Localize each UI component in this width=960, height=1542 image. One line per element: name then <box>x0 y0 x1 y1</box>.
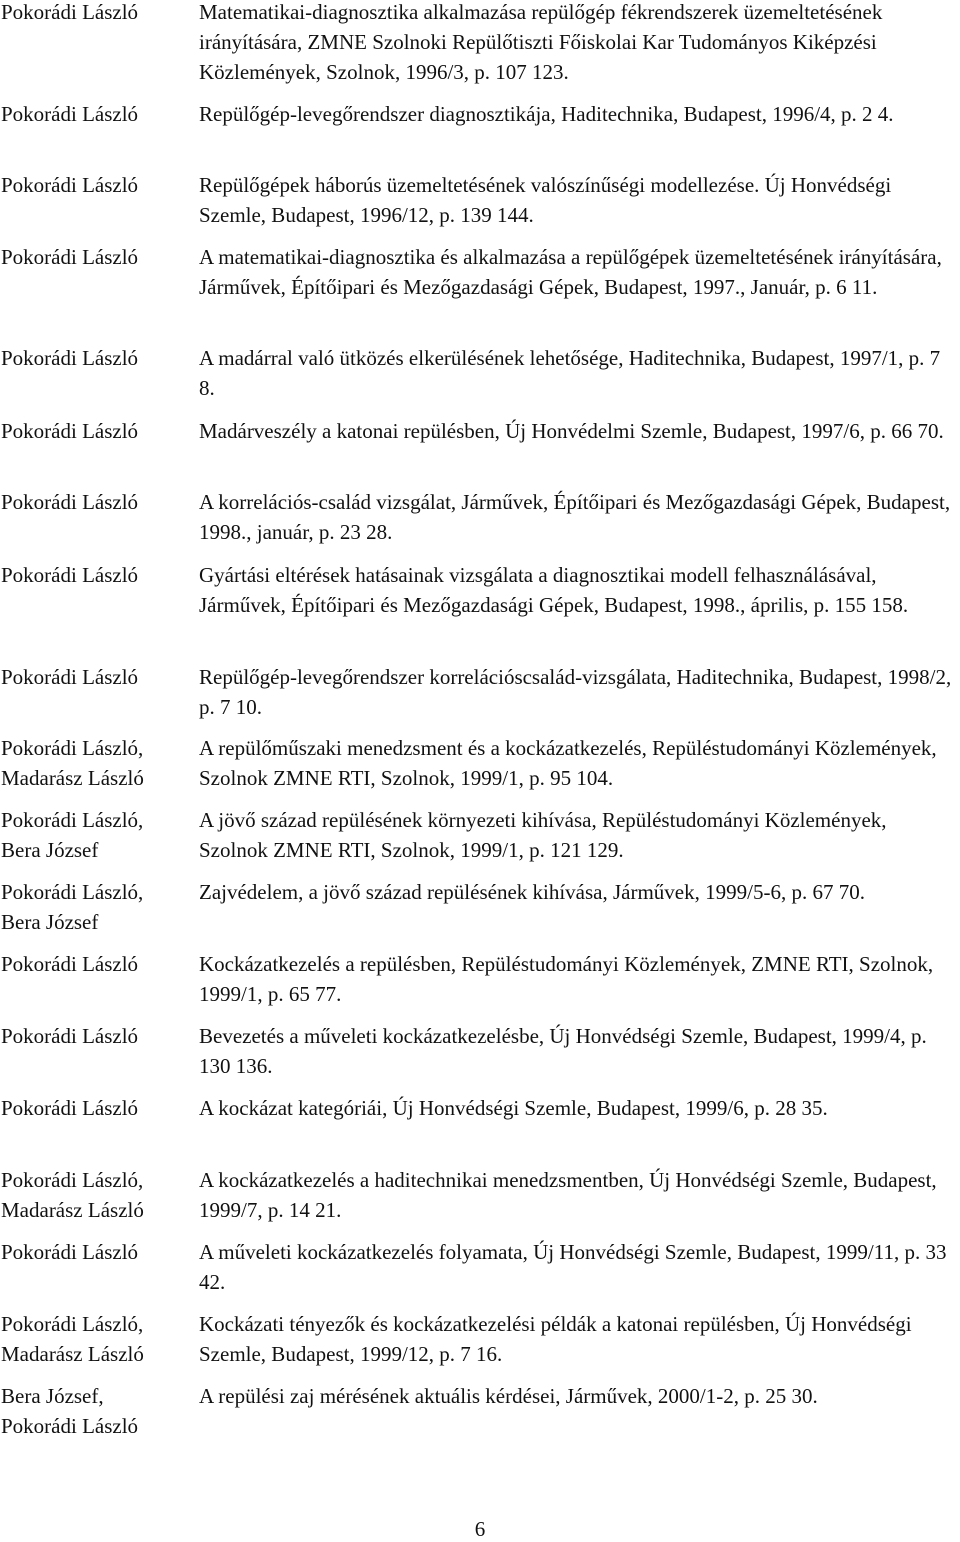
entry-authors <box>1 0 186 27</box>
entry-authors <box>1 662 186 692</box>
entry-authors <box>1 170 186 200</box>
author-line: Bera József <box>1 910 99 934</box>
author-line: Madarász László <box>1 1198 144 1222</box>
entry-authors <box>1 1381 186 1441</box>
entry-authors <box>1 805 186 865</box>
entry-citation: A repülési zaj mérésének aktuális kérdései, Járművek, 2000/1-2, p. 25 30. <box>199 1384 818 1408</box>
entry-citation: A korrelációs-család vizsgálat, Járművek, Építőipari és Mezőgazdasági Gépek, Budapest, 1998., január, p. 23 28. <box>199 490 951 544</box>
author-line: Madarász László <box>1 766 144 790</box>
entry-authors <box>1 1093 186 1123</box>
author-line: Pokorádi László <box>1 102 139 126</box>
author-line: Pokorádi László <box>1 1414 139 1438</box>
entry-citation: A kockázat kategóriái, Új Honvédségi Szemle, Budapest, 1999/6, p. 28 35. <box>199 1096 828 1120</box>
author-line: Pokorádi László <box>1 0 139 24</box>
author-line: Pokorádi László <box>1 419 139 443</box>
entry-citation: Gyártási eltérések hatásainak vizsgálata a diagnosztikai modell felhasználásával, Járművek, Építőipari és Mezőgazdasági Gépek, Budapest, 1998., április, p. 155 158. <box>199 563 909 617</box>
entry-authors <box>1 1021 186 1051</box>
entry-citation: A repülőműszaki menedzsment és a kockázatkezelés, Repüléstudományi Közlemények, Szolnok ZMNE RTI, Szolnok, 1999/1, p. 95 104. <box>199 736 937 790</box>
entry-authors <box>1 487 186 517</box>
entry-authors <box>1 949 186 979</box>
author-line: Pokorádi László <box>1 952 139 976</box>
entry-citation: Zajvédelem, a jövő század repülésének kihívása, Járművek, 1999/5-6, p. 67 70. <box>199 880 865 904</box>
entry-authors <box>1 560 186 590</box>
entry-authors <box>1 1237 186 1267</box>
entry-citation: A kockázatkezelés a haditechnikai menedzsmentben, Új Honvédségi Szemle, Budapest, 1999/7, p. 14 21. <box>199 1168 937 1222</box>
entry-authors <box>1 343 186 373</box>
author-line: Bera József <box>1 838 99 862</box>
entry-citation: Repülőgép-levegőrendszer korrelációscsalád-vizsgálata, Haditechnika, Budapest, 1998/2, p. 7 10. <box>199 665 952 719</box>
author-line: Pokorádi László <box>1 1096 139 1120</box>
entry-citation: Bevezetés a műveleti kockázatkezelésbe, Új Honvédségi Szemle, Budapest, 1999/4, p. 130 136. <box>199 1024 927 1078</box>
author-line: Pokorádi László, <box>1 1168 144 1192</box>
entry-authors <box>1 733 186 793</box>
entry-citation: A jövő század repülésének környezeti kihívása, Repüléstudományi Közlemények, Szolnok ZMNE RTI, Szolnok, 1999/1, p. 121 129. <box>199 808 887 862</box>
author-line: Pokorádi László <box>1 1240 139 1264</box>
entry-citation: A madárral való ütközés elkerülésének lehetősége, Haditechnika, Budapest, 1997/1, p. 7 8. <box>199 346 941 400</box>
entry-citation: A műveleti kockázatkezelés folyamata, Új Honvédségi Szemle, Budapest, 1999/11, p. 33 42. <box>199 1240 947 1294</box>
author-line: Pokorádi László, <box>1 1312 144 1336</box>
entry-citation: Matematikai-diagnosztika alkalmazása repülőgép fékrendszerek üzemeltetésének irányítására, ZMNE Szolnoki Repülőtiszti Főiskolai Kar Tudományos Kiképzési Közlemények, Szolnok, 1996/3, p. 107 123. <box>199 0 883 84</box>
author-line: Pokorádi László <box>1 490 139 514</box>
author-line: Pokorádi László <box>1 563 139 587</box>
author-line: Pokorádi László <box>1 173 139 197</box>
entry-citation: Repülőgépek háborús üzemeltetésének valószínűségi modellezése. Új Honvédségi Szemle, Budapest, 1996/12, p. 139 144. <box>199 173 892 227</box>
entry-authors <box>1 1165 186 1225</box>
author-line: Pokorádi László, <box>1 808 144 832</box>
entry-citation: A matematikai-diagnosztika és alkalmazása a repülőgépek üzemeltetésének irányítására, Járművek, Építőipari és Mezőgazdasági Gépek, Budapest, 1997., Január, p. 6 11. <box>199 245 942 299</box>
author-line: Pokorádi László, <box>1 736 144 760</box>
author-line: Bera József, <box>1 1384 104 1408</box>
entry-citation: Repülőgép-levegőrendszer diagnosztikája, Haditechnika, Budapest, 1996/4, p. 2 4. <box>199 102 894 126</box>
entry-citation: Kockázatkezelés a repülésben, Repüléstudományi Közlemények, ZMNE RTI, Szolnok, 1999/1, p. 65 77. <box>199 952 934 1006</box>
entry-authors <box>1 877 186 937</box>
author-line: Pokorádi László <box>1 346 139 370</box>
entry-authors <box>1 416 186 446</box>
entry-authors <box>1 242 186 272</box>
author-line: Pokorádi László <box>1 1024 139 1048</box>
entry-citation: Madárveszély a katonai repülésben, Új Honvédelmi Szemle, Budapest, 1997/6, p. 66 70. <box>199 419 944 443</box>
author-line: Pokorádi László, <box>1 880 144 904</box>
author-line: Pokorádi László <box>1 665 139 689</box>
entry-citation: Kockázati tényezők és kockázatkezelési példák a katonai repülésben, Új Honvédségi Szemle, Budapest, 1999/12, p. 7 16. <box>199 1312 912 1366</box>
author-line: Pokorádi László <box>1 245 139 269</box>
entry-authors <box>1 99 186 129</box>
entry-authors <box>1 1309 186 1369</box>
page-number: 6 <box>474 1517 486 1541</box>
author-line: Madarász László <box>1 1342 144 1366</box>
